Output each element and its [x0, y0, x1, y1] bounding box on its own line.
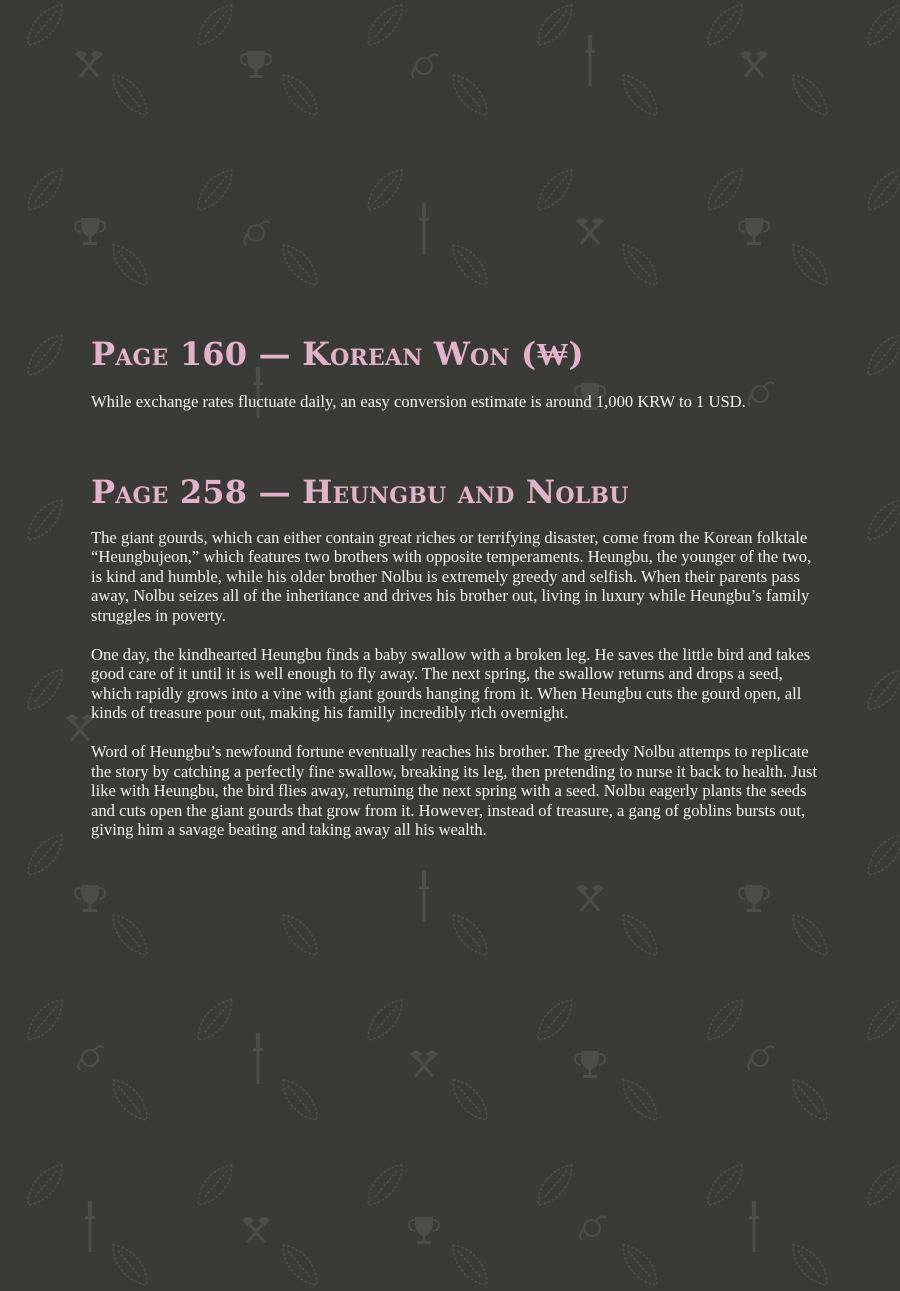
- paragraph: While exchange rates fluctuate daily, an easy conversion estimate is around 1,000 KRW to 1 USD.: [91, 392, 746, 411]
- paragraph: The giant gourds, which can either contain great riches or terrifying disaster, come from the Korean folktale “Heungbujeon,” which features two brothers with opposite temperaments. Heungbu, the younger of the two, is kind and humble, while his older brother Nolbu is extremely greedy and selfish. When their parents pass away, Nolbu seizes all of the inheritance and drives his brother out, living in luxury while Heungbu’s family struggles in poverty.: [91, 527, 812, 625]
- notes-content: [91, 330, 821, 840]
- section-heading: Page 258 — Heungbu and Nolbu: [91, 472, 629, 511]
- paragraph: Word of Heungbu’s newfound fortune eventually reaches his brother. The greedy Nolbu attemps to replicate the story by catching a perfectly fine swallow, breaking its leg, then pretending to nurse it back to health. Just like with Heungbu, the bird flies away, returning the next spring with a seed. Nolbu eagerly plants the seeds and cuts open the giant gourds that grow from it. However, instead of treasure, a gang of goblins bursts out, giving him a savage beating and taking away all his wealth.: [91, 741, 818, 840]
- story-paragraphs: [91, 528, 821, 840]
- paragraph: One day, the kindhearted Heungbu finds a baby swallow with a broken leg. He saves the little bird and takes good care of it until it is well enough to fly away. The next spring, the swallow returns and drops a seed, which rapidly grows into a vine with giant gourds hanging from it. When Heungbu cuts the gourd open, all kinds of treasure pour out, making his familly incredibly rich overnight.: [91, 644, 811, 723]
- note-section-korean-won: [91, 334, 821, 412]
- note-section-heungbu-and-nolbu: [91, 472, 821, 840]
- section-heading: Page 160 — Korean Won (₩): [91, 335, 584, 373]
